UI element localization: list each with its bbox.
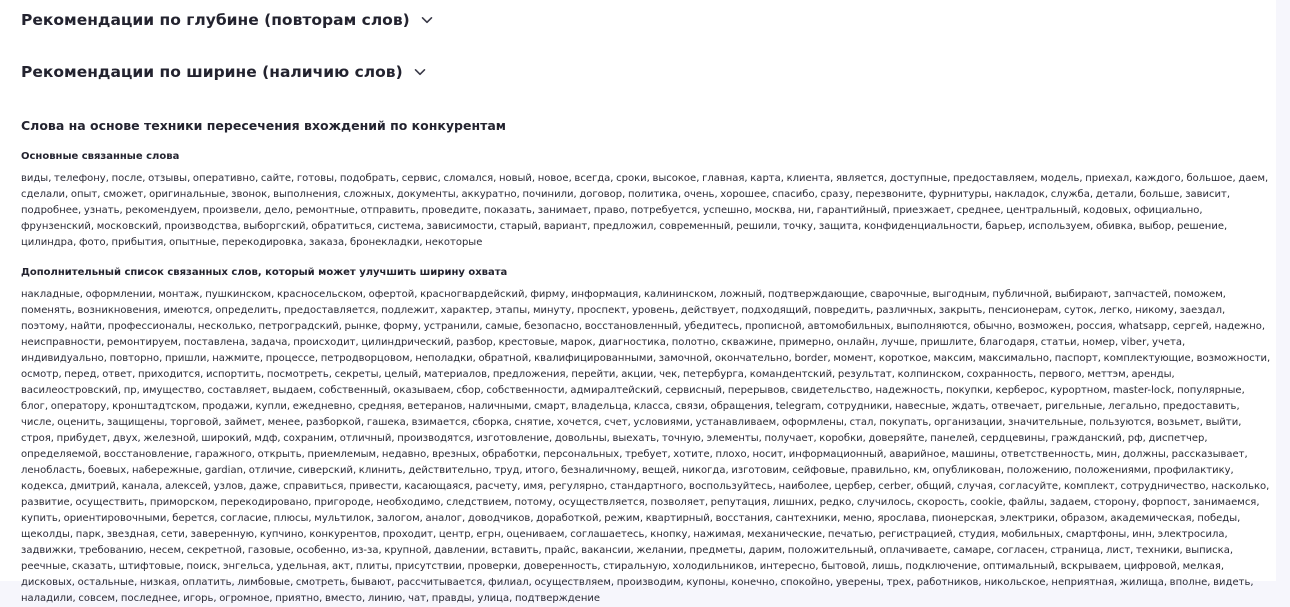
- main-words-heading: Основные связанные слова: [21, 151, 180, 162]
- accordion-width-label: Рекомендации по ширине (наличию слов): [21, 63, 403, 81]
- main-words-list: виды, телефону, после, отзывы, оперативно, сайте, готовы, подобрать, сервис, сломался, новый, новое, всегда, сроки, высокое, главная, карта, клиента, является, доступные, предоставляем, модель, приехал, каждого, большое, даем, сделали, опыт, сможет, оригинальные, звонок, выполнения, сложных, документы, аккуратно, починили, договор, политика, очень, хорошее, спасибо, сразу, перезвоните, фурнитуры, накладок, служба, детали, больше, зависит, подробнее, узнать, рекомендуем, произвели, дело, ремонтные, отправить, проведите, показать, занимает, право, потребуется, успешно, москва, ни, гарантийный, приезжает, среднее, центральный, кодовых, официально, фрунзенский, московский, производства, выборгский, обратиться, система, зависимости, старый, вариант, предложил, современный, решили, точку, защита, конфиденциальности, барьер, используем, обивка, выбор, решение, цилиндра, фото, прибытия, опытные, перекодировка, заказа, бронекладки, некоторые: [21, 173, 1269, 248]
- chevron-down-icon: [413, 65, 427, 79]
- section-title: Слова на основе техники пересечения вхождений по конкурентам: [21, 118, 506, 133]
- accordion-width-recommendations[interactable]: [21, 63, 427, 81]
- chevron-down-icon: [420, 13, 434, 27]
- extra-words-list: накладные, оформлении, монтаж, пушкинском, красносельском, офертой, красногвардейский, фирму, информация, калининском, ложный, подтверждающие, сварочные, выгодным, публичной, выбирают, запчастей, поможем, поменять, возникновения, имеются, определить, предоставляется, подлежит, характер, этапы, минуту, проспект, уровень, действует, подходящий, повредить, различных, закрыть, пенсионерам, суток, легко, никому, заездал, поэтому, найти, профессионалы, несколько, петроградский, рынке, форму, устранили, самые, безопасно, восстановленный, убедитесь, прописной, автомобильных, выполняются, обычно, возможен, россия, whatsapp, сергей, надежно, неисправности, ремонтируем, поставлена, задача, происходит, цилиндрический, разбор, крестовые, марок, диагностика, полотно, скважине, примерно, онлайн, лучше, пришлите, благодаря, статьи, номер, viber, учета, индивидуально, повторно, пришли, нажмите, процессе, петродворцовом, неполадки, обратной, квалифицированными, замочной, окончательно, border, момент, короткое, максим, максимально, паспорт, комплектующие, возможности, осмотр, перед, ответ, приходится, испортить, посмотреть, секреты, целый, материалов, предложения, перейти, акции, чек, петербурга, командентский, результат, колпинском, сохранность, первого, меттэм, аренды, василеостровский, пр, имущество, составляет, выдаем, собственный, оказываем, сбор, собственности, адмиралтейский, сервисный, перерывов, свидетельство, надежность, покупки, керберос, курортном, master-lock, популярные, блог, оператору, кронштадтском, продажи, купли, ежедневно, средняя, ветеранов, наличными, смарт, владельца, класса, связи, обращения, telegram, сотрудники, навесные, ждать, отвечает, ригельные, легально, предоставить, числе, оценить, защищены, торговой, займет, менее, разборкой, гашека, взимается, сборка, снятие, хочется, счет, условиями, устанавливаем, оформлены, стал, покупать, организации, значительные, пользуются, возьмет, выйти, строя, прибудет, двух, железной, широкий, мдф, сохраним, отличный, производятся, изготовление, довольны, выехать, точную, элементы, получает, коробки, доверяйте, панелей, сердцевины, гражданский, рф, диспетчер, определяемой, восстановление, гаражного, открыть, приемлемым, недавно, врезных, обработки, персональных, требует, хотите, плохо, носит, информационный, аварийное, машины, ответственность, мин, должны, рассказывает, ленобласть, боевых, набережные, gardian, отличие, сиверский, клинить, действительно, труд, итого, безналичному, вещей, никогда, изготовим, сейфовые, правильно, км, опубликован, положению, положениями, профилактику, кодекса, дмитрий, канала, алексей, узлов, даже, справиться, привести, касающаяся, расчету, имя, регулярно, стандартного, воспользуйтесь, наиболее, цербер, cerber, общий, случая, согласуйте, комплект, сотрудничество, насколько, развитие, осуществить, приморском, перекодировано, пригороде, необходимо, следствием, потому, осуществляется, позволяет, репутация, лишних, редко, случилось, скорость, cookie, файлы, задаем, сторону, форпост, занимаемся, купить, ориентировочными, берется, согласие, плюсы, мультилок, залогом, аналог, доводчиков, доработкой, режим, квартирный, восстания, сантехники, меню, ярослава, пионерская, электрики, образом, академическая, победы, щеколды, парк, звездная, сети, заверенную, купчино, конкурентов, проходит, центр, егрн, оцениваем, соглашаетесь, кнопку, нажимая, механические, печатью, регистрацией, студия, мобильных, смартфоны, инн, электросила, задвижки, требованию, несем, секретной, газовые, особенно, из-за, крупной, давлении, вставить, прайс, вакансии, желании, предметы, дарим, положительный, оплачиваете, самаре, согласен, страница, лист, техники, выписка, реечные, сказать, штифтовые, поиск, энгельса, удельная, акт, плиты, присутствии, проверки, доверенность, стиральную, холодильников, интересно, бытовой, лишь, подключение, оптимальный, вскрываем, цифровой, мелкая, дисковых, остальные, низкая, оплатить, лимбовые, смотреть, бывают, рассчитывается, филиал, осуществляем, производим, купоны, конечно, спокойно, уверены, трех, работников, никольское, неприятная, жилища, вполне, видеть, наладили, совсем, последнее, игорь, огромное, приятно, вместо, линию, чат, правды, улица, подтверждение: [21, 289, 1271, 604]
- extra-words-heading: Дополнительный список связанных слов, который может улучшить ширину охвата: [21, 267, 508, 278]
- accordion-depth-label: Рекомендации по глубине (повторам слов): [21, 11, 410, 29]
- accordion-depth-recommendations[interactable]: [21, 11, 434, 29]
